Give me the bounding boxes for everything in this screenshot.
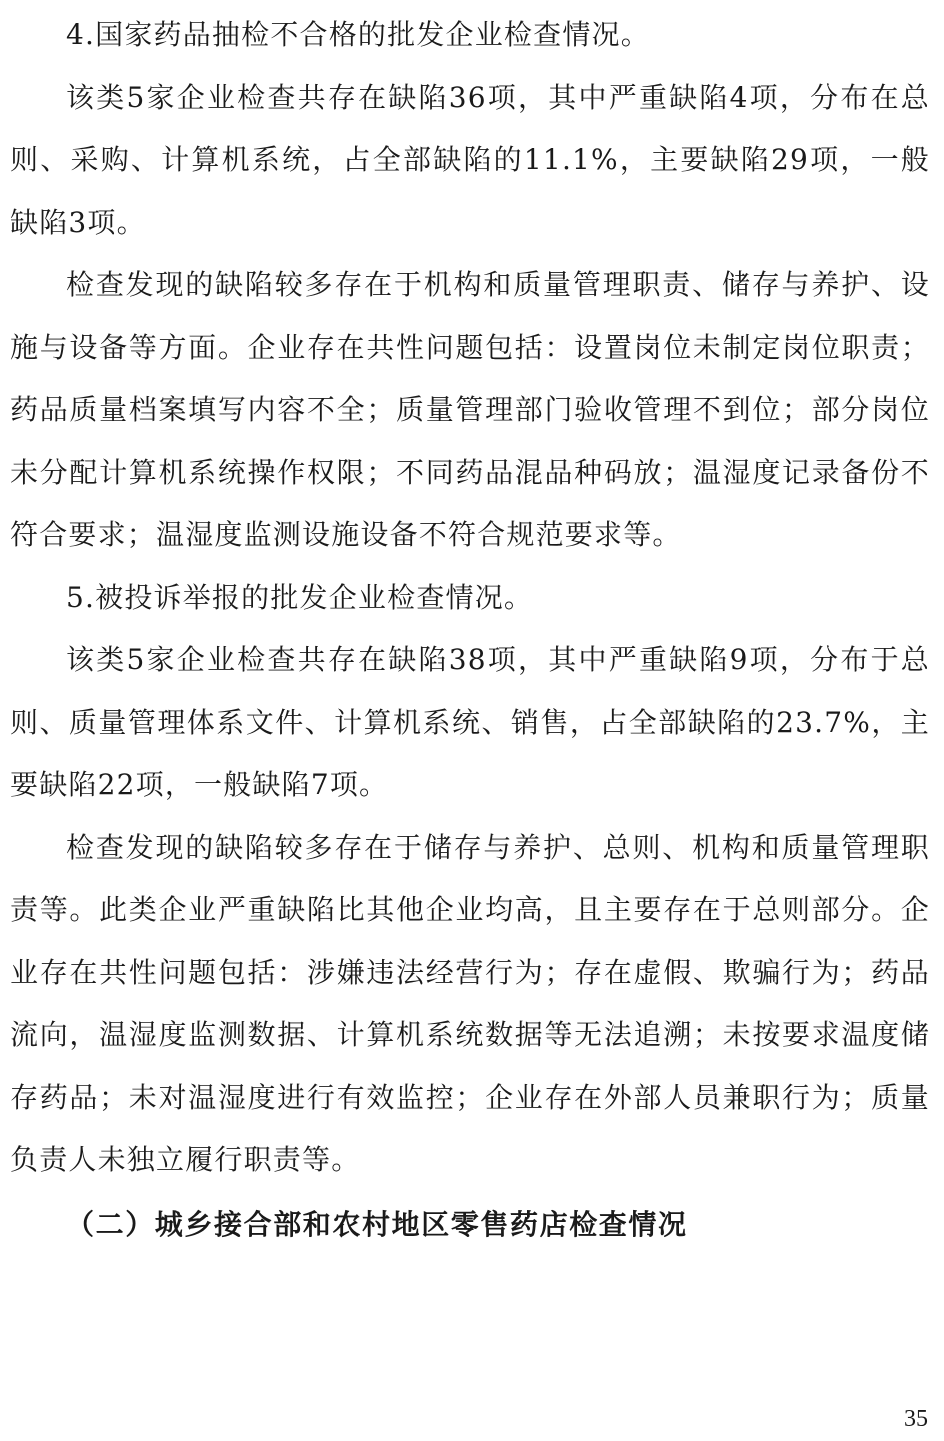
section-heading: （二）城乡接合部和农村地区零售药店检查情况 [66,1207,688,1241]
paragraph-findings-5: 检查发现的缺陷较多存在于储存与养护、总则、机构和质量管理职责等。此类企业严重缺陷比其他企业均高，且主要存在于总则部分。企业存在共性问题包括：涉嫌违法经营行为；存在虚假、欺骗行为；药品流向，温湿度监测数据、计算机系统数据等无法追溯；未按要求温度储存药品；未对温湿度进行有效监控；企业存在外部人员兼职行为；质量负责人未独立履行职责等。 [10,830,930,1176]
subheading-4: 4.国家药品抽检不合格的批发企业检查情况。 [66,18,650,51]
page-number: 35 [904,1406,928,1432]
paragraph-defects-5: 该类5家企业检查共存在缺陷38项，其中严重缺陷9项，分布于总则、质量管理体系文件、计算机系统、销售，占全部缺陷的23.7%，主要缺陷22项，一般缺陷7项。 [10,643,930,801]
paragraph-defects-4: 该类5家企业检查共存在缺陷36项，其中严重缺陷4项，分布在总则、采购、计算机系统，占全部缺陷的11.1%，主要缺陷29项，一般缺陷3项。 [10,80,930,239]
body-text [10,4,930,1256]
paragraph-findings-4: 检查发现的缺陷较多存在于机构和质量管理职责、储存与养护、设施与设备等方面。企业存在共性问题包括：设置岗位未制定岗位职责；药品质量档案填写内容不全；质量管理部门验收管理不到位；部分岗位未分配计算机系统操作权限；不同药品混品种码放；温湿度记录备份不符合要求；温湿度监测设施设备不符合规范要求等。 [10,268,930,551]
subheading-5: 5.被投诉举报的批发企业检查情况。 [66,580,534,614]
